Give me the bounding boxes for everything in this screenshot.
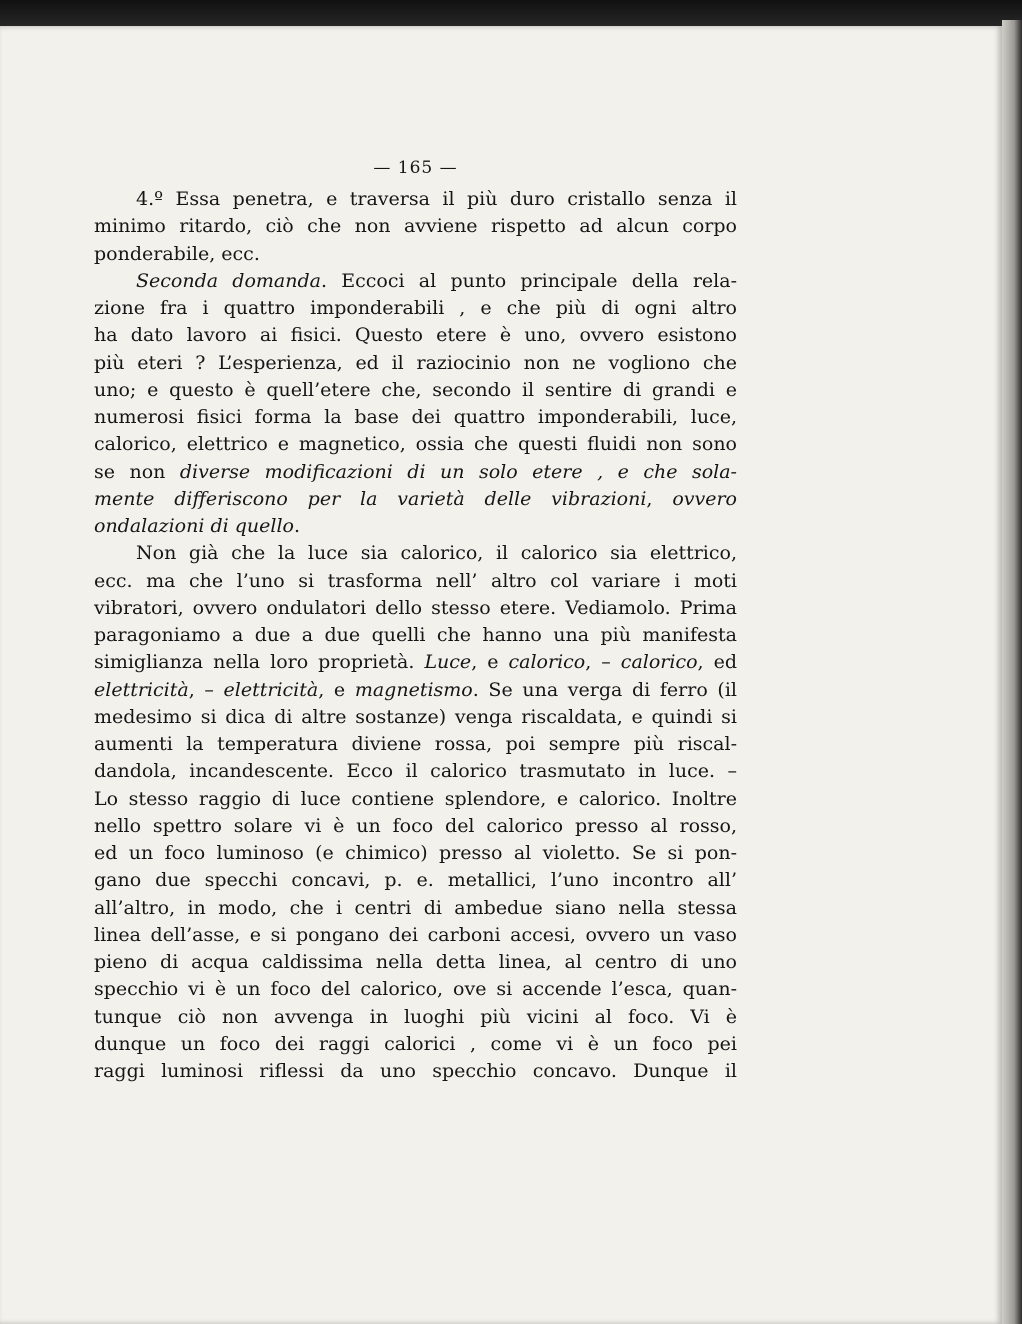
text-segment: ecc. ma che l’uno si trasforma nell’ altro col variare i moti bbox=[94, 569, 737, 592]
text-segment: , ed bbox=[697, 651, 737, 674]
text-segment: vibratori, ovvero ondulatori dello stesso etere. Vediamolo. Prima bbox=[94, 596, 737, 619]
text-line bbox=[94, 704, 737, 731]
scan-border-right bbox=[1002, 20, 1022, 1324]
text-segment: . bbox=[293, 515, 301, 537]
text-segment: aumenti la temperatura diviene rossa, poi sempre più riscal- bbox=[94, 733, 737, 755]
italic-segment: diverse modificazioni di un solo etere , e che sola- bbox=[179, 460, 737, 483]
text-segment: pieno di acqua caldissima nella detta linea, al centro di uno bbox=[94, 951, 737, 973]
text-segment: Lo stesso raggio di luce contiene splendore, e calorico. Inoltre bbox=[94, 787, 737, 810]
italic-segment: calorico bbox=[620, 651, 698, 674]
text-segment: dunque un foco dei raggi calorici , come vi è un foco pei bbox=[94, 1032, 737, 1055]
italic-segment: Luce bbox=[424, 651, 472, 674]
italic-segment: ondalazioni di quello bbox=[94, 515, 294, 537]
text-segment: numerosi fisici forma la base dei quattro imponderabili, luce, bbox=[94, 406, 737, 428]
italic-segment: calorico bbox=[508, 651, 586, 674]
text-segment: dandola, incandescente. Ecco il calorico trasmutato in luce. – bbox=[94, 760, 737, 783]
text-segment: , – bbox=[585, 651, 621, 674]
text-line bbox=[94, 186, 737, 213]
text-segment: , e bbox=[471, 651, 509, 674]
text-line bbox=[94, 840, 737, 867]
text-segment: . Se una verga di ferro (il bbox=[472, 678, 737, 701]
body-text bbox=[94, 186, 737, 1085]
text-line bbox=[94, 758, 737, 785]
text-line bbox=[94, 459, 737, 486]
text-segment: specchio vi è un foco del calorico, ove si accende l’esca, quan- bbox=[94, 978, 737, 1001]
text-segment: , bbox=[646, 487, 673, 510]
text-line bbox=[94, 540, 737, 567]
text-line bbox=[94, 377, 737, 404]
text-line bbox=[94, 486, 737, 513]
text-line bbox=[94, 213, 737, 240]
text-line bbox=[94, 568, 737, 595]
text-line bbox=[94, 731, 737, 758]
text-segment: nello spettro solare vi è un foco del calorico presso al rosso, bbox=[94, 814, 737, 837]
text-segment: più eteri ? L’esperienza, ed il raziocinio non ne vogliono che bbox=[94, 351, 737, 374]
text-line bbox=[94, 895, 737, 922]
text-segment: uno; e questo è quell’etere che, secondo il sentire di grandi e bbox=[94, 378, 737, 401]
text-segment: linea dell’asse, e si pongano dei carboni accesi, ovvero un vaso bbox=[94, 923, 737, 946]
text-line bbox=[94, 595, 737, 622]
text-segment: , – bbox=[188, 678, 224, 701]
italic-segment: mente differiscono per la varietà delle vibrazioni bbox=[94, 487, 647, 510]
text-segment: ponderabile, ecc. bbox=[94, 242, 260, 265]
text-segment: simiglianza nella loro proprietà. bbox=[94, 651, 425, 674]
text-line bbox=[94, 295, 737, 322]
italic-segment: ovvero bbox=[672, 487, 737, 510]
text-line bbox=[94, 1031, 737, 1058]
text-line bbox=[94, 513, 737, 540]
text-segment: minimo ritardo, ciò che non avviene rispetto ad alcun corpo bbox=[94, 215, 737, 238]
italic-segment: elettricità bbox=[223, 678, 319, 701]
text-segment: . Eccoci al punto principale della rela- bbox=[320, 269, 738, 292]
text-line bbox=[94, 976, 737, 1003]
text-segment: gano due specchi concavi, p. e. metallici, l’uno incontro all’ bbox=[94, 869, 737, 892]
text-line bbox=[94, 431, 737, 458]
text-line bbox=[94, 404, 737, 431]
text-segment: all’altro, in modo, che i centri di ambedue siano nella stessa bbox=[94, 896, 737, 919]
page-number: — 165 — bbox=[373, 158, 458, 178]
text-segment: se non bbox=[94, 460, 180, 483]
text-line bbox=[94, 922, 737, 949]
text-line bbox=[94, 649, 737, 676]
italic-segment: magnetismo bbox=[354, 678, 473, 701]
text-segment: ha dato lavoro ai fisici. Questo etere è uno, ovvero esistono bbox=[94, 324, 737, 347]
text-line bbox=[94, 949, 737, 976]
text-line bbox=[94, 1004, 737, 1031]
text-segment: medesimo si dica di altre sostanze) venga riscaldata, e quindi si bbox=[94, 705, 737, 728]
text-segment: 4.º Essa penetra, e traversa il più duro cristallo senza il bbox=[136, 188, 737, 210]
text-line bbox=[94, 1058, 737, 1085]
page-text-block bbox=[94, 150, 737, 1085]
text-line bbox=[94, 677, 737, 704]
text-line bbox=[94, 867, 737, 894]
text-line bbox=[94, 622, 737, 649]
text-line bbox=[94, 813, 737, 840]
text-segment: , e bbox=[318, 678, 355, 701]
text-segment: zione fra i quattro imponderabili , e che più di ogni altro bbox=[94, 297, 737, 319]
text-line bbox=[94, 350, 737, 377]
text-line bbox=[94, 241, 737, 268]
text-segment: ed un foco luminoso (e chimico) presso al violetto. Se si pon- bbox=[94, 842, 737, 864]
text-line bbox=[94, 786, 737, 813]
text-line bbox=[94, 322, 737, 349]
text-segment: Non già che la luce sia calorico, il calorico sia elettrico, bbox=[136, 542, 737, 565]
text-segment: raggi luminosi riflessi da uno specchio concavo. Dunque il bbox=[94, 1060, 737, 1082]
text-line bbox=[94, 268, 737, 295]
text-segment: calorico, elettrico e magnetico, ossia che questi fluidi non sono bbox=[94, 433, 737, 456]
italic-segment: elettricità bbox=[94, 678, 189, 701]
text-segment: tunque ciò non avvenga in luoghi più vicini al foco. Vi è bbox=[94, 1005, 737, 1028]
text-segment: paragoniamo a due a due quelli che hanno una più manifesta bbox=[94, 624, 737, 646]
italic-segment: Seconda domanda bbox=[136, 269, 321, 292]
